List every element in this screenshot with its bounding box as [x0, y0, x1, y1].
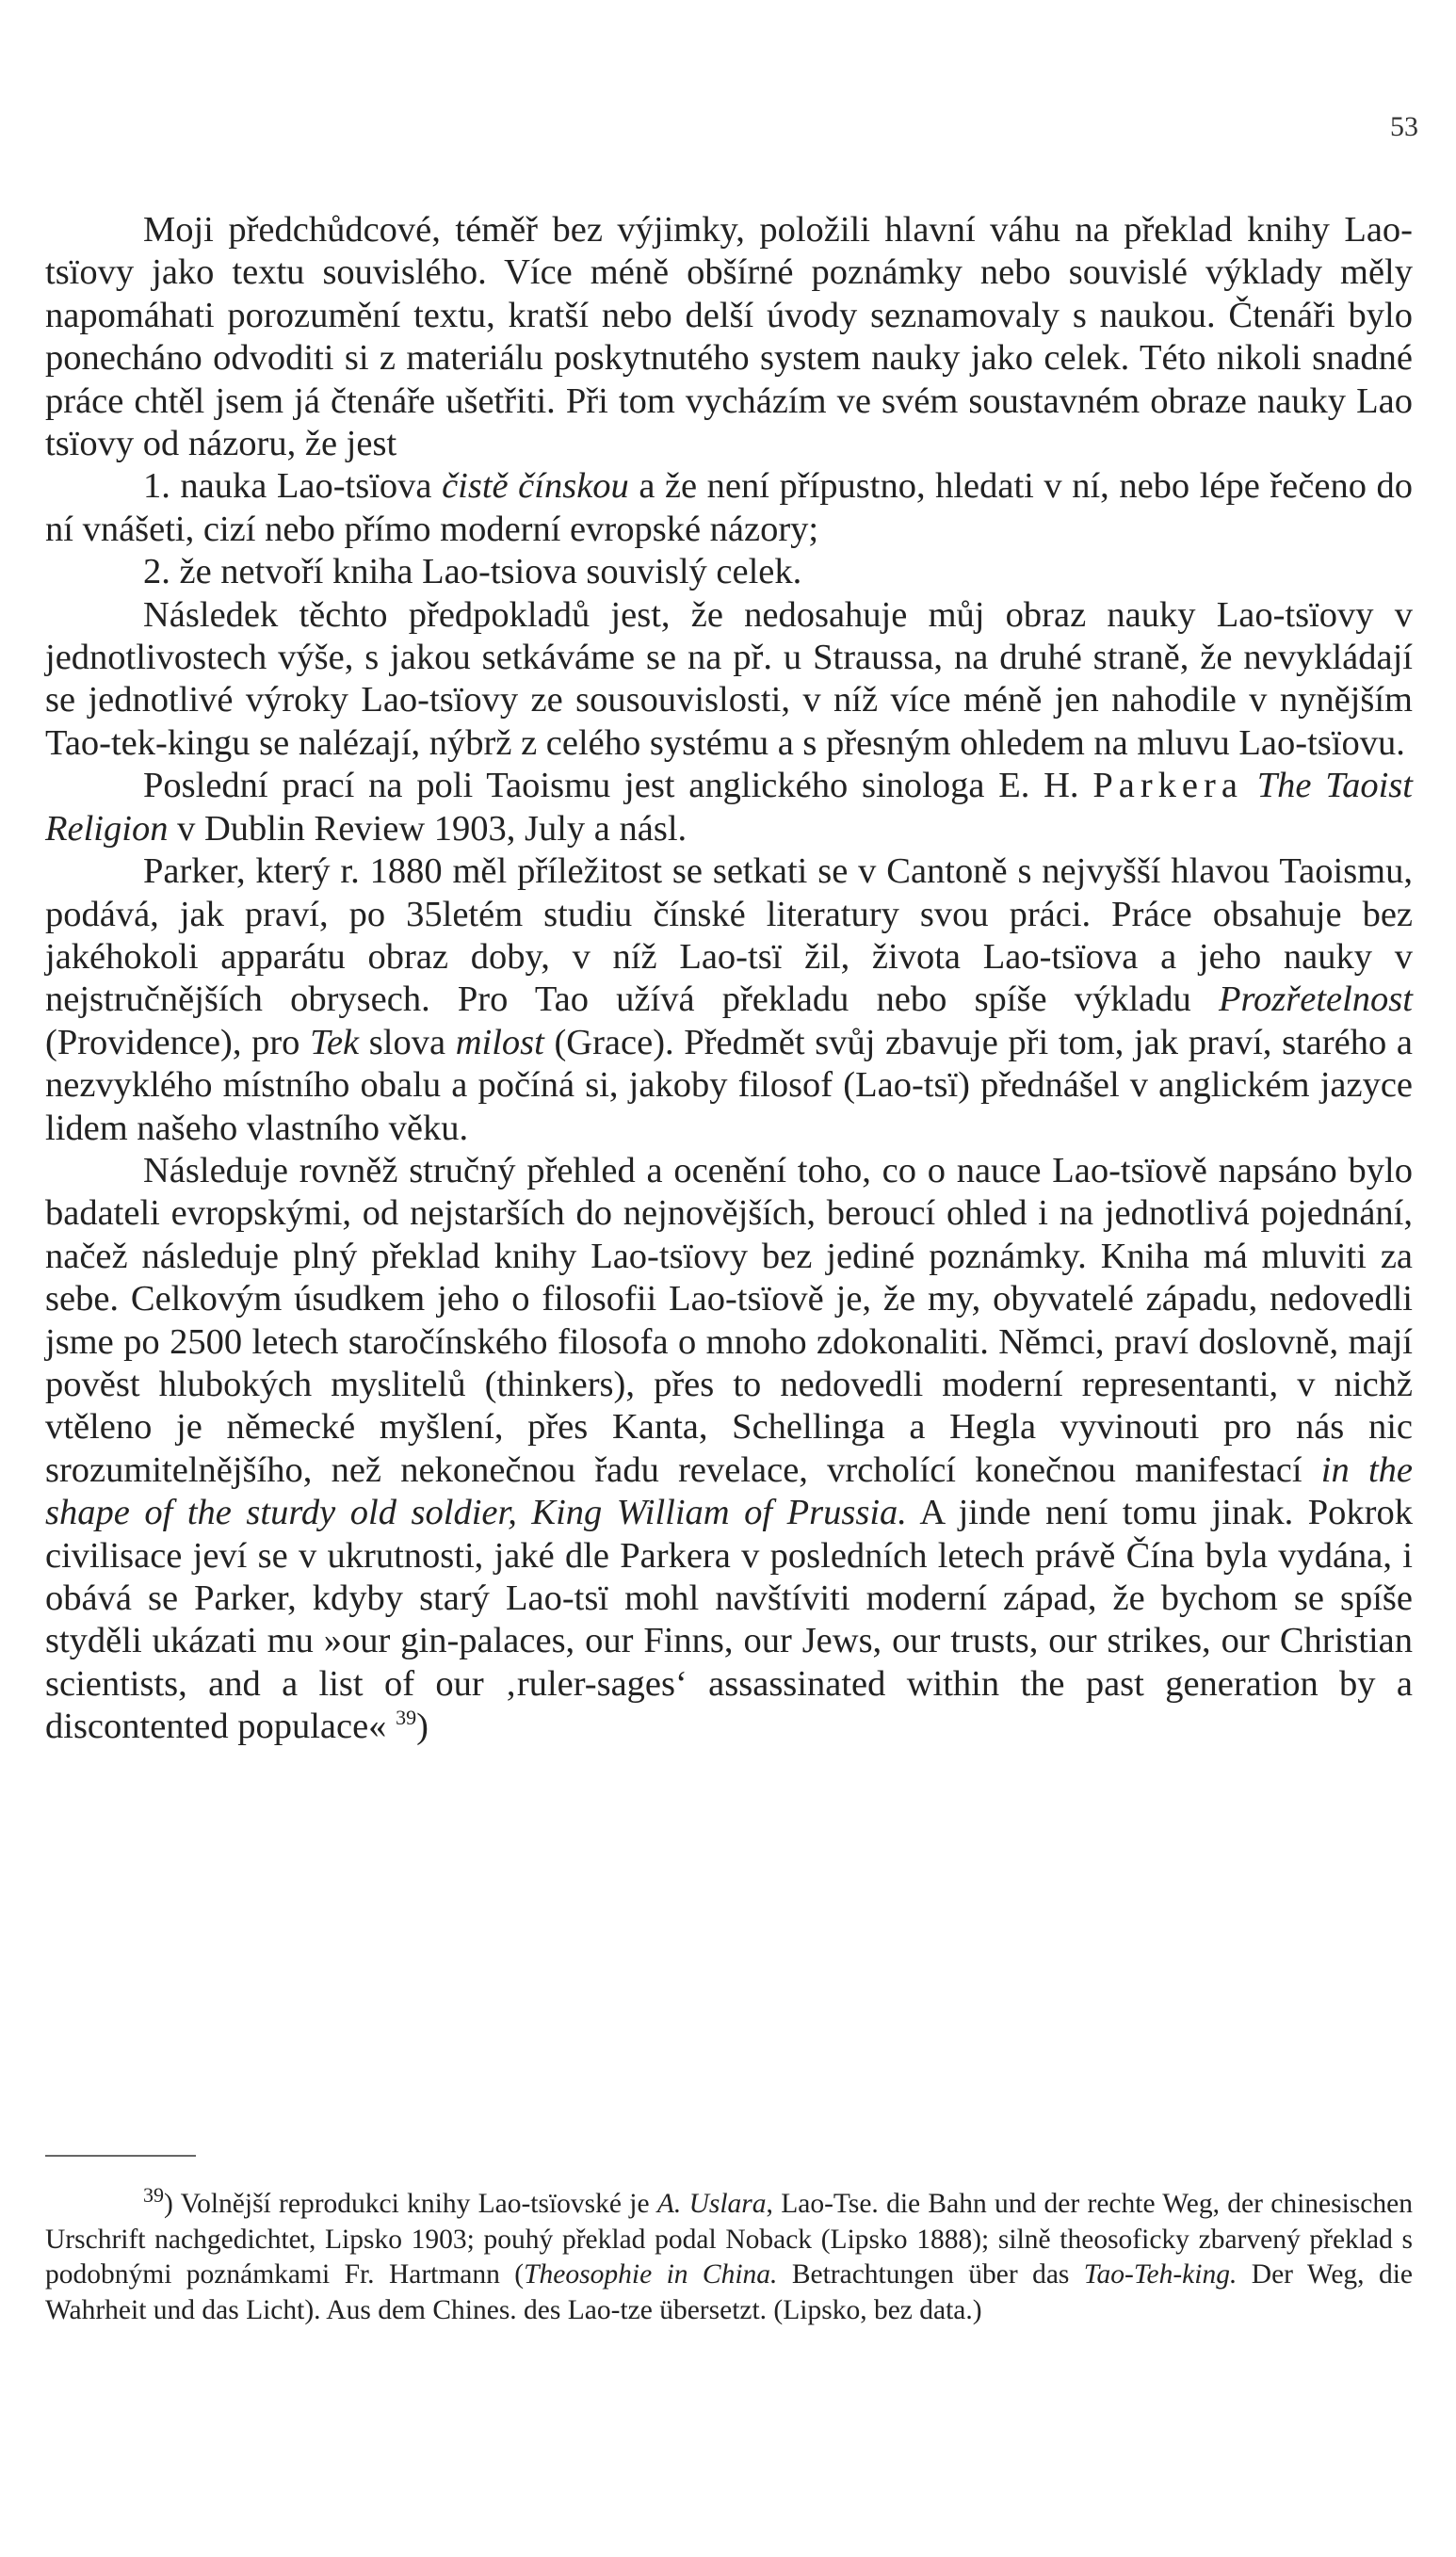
footnote-marker: 39: [143, 2183, 164, 2208]
text-run: ): [416, 1707, 429, 1747]
italic-text: Theosophie in China.: [524, 2259, 778, 2290]
spaced-text: Parkera: [1092, 766, 1243, 806]
body-text: [45, 209, 1413, 1749]
italic-text: A. Uslara: [656, 2189, 767, 2219]
paragraph: [45, 1150, 1413, 1749]
italic-text: in the shape of the sturdy old soldier, King William of Prussia.: [45, 1449, 1414, 1533]
footnote-marker: 39: [396, 1706, 417, 1730]
paragraph: [45, 209, 1413, 465]
text-run: Parker, který r. 1880 měl příležitost se setkati se v Cantoně s nejvyšší hlavou Taoismu, podává, jak praví, po 35letém studiu čínské literatury svou práci. Práce obsahuje bez jakéhokoli apparátu obraz doby, v níž Lao-tsï žil, života Lao-tsïova a jeho nauky v nejstručnějších obrysech. Pro Tao užívá překladu nebo spíše výkladu: [45, 851, 1413, 1020]
italic-text: Prozřetelnost: [1218, 979, 1413, 1020]
text-run: Následek těchto předpokladů jest, že nedosahuje můj obraz nauky Lao-tsïovy v jednotlivostech výše, s jakou setkáváme se na př. u Straussa, na druhé straně, že nevykládají se jednotlivé výroky Lao-tsïovy ze sousouvislosti, v níž více méně jen nahodile v nynějším Tao-tek-kingu se nalézají, nýbrž z celého systému a s přesným ohledem na mluvu Lao-tsïovu.: [45, 594, 1413, 763]
footnotes: [45, 2183, 1413, 2328]
italic-text: The Taoist Religion: [45, 766, 1413, 849]
text-run: , Lao-Tse. die Bahn und der rechte Weg, der chinesischen Urschrift nachgedichtet, Lipsko 1903; pouhý překlad podal Noback (Lipsko 1888); silně theosoficky zbarvený překlad s podobnými poznámkami Fr. Hartmann (: [45, 2189, 1413, 2290]
text-run: Betrachtungen über das: [777, 2259, 1084, 2290]
text-run: Der Weg, die Wahrheit und das Licht). Aus dem Chines. des Lao-tze übersetzt. (Lipsko, bez data.): [45, 2259, 1413, 2325]
text-run: [1243, 766, 1257, 805]
footnote: [45, 2183, 1413, 2328]
italic-text: čistě čínskou: [442, 466, 629, 507]
text-run: (Providence), pro: [45, 1022, 311, 1062]
text-run: Poslední prací na poli Taoismu jest anglického sinologa E. H.: [143, 766, 1093, 806]
text-run: ) Volnější reprodukci knihy Lao-tsïovské je: [164, 2189, 657, 2219]
text-run: 2. že netvoří kniha Lao-tsiova souvislý celek.: [143, 552, 802, 592]
text-run: (Grace). Předmět svůj zbavuje při tom, jak praví, starého a nezvyklého místního obalu a počíná si, jakoby filosof (Lao-tsï) přednášel v anglickém jazyce lidem našeho vlastního věku.: [45, 1022, 1413, 1148]
text-run: 1. nauka Lao-tsïova: [143, 466, 443, 507]
text-run: slova: [359, 1022, 456, 1062]
text-run: v Dublin Review 1903, July a násl.: [168, 808, 688, 849]
paragraph: [45, 594, 1413, 766]
footnote-rule: [45, 2155, 196, 2157]
text-run: Moji předchůdcové, téměř bez výjimky, položili hlavní váhu na překlad knihy Lao-tsïovy jako textu souvislého. Více méně obšírné poznámky nebo souvislé výklady měly napomáhati porozumění textu, kratší nebo delší úvody seznamovaly s naukou. Čtenáři bylo ponecháno odvoditi si z materiálu poskytnutého system nauky jako celek. Této nikoli snadné práce chtěl jsem já čtenáře ušetřiti. Při tom vycházím ve svém soustavném obraze nauky Lao tsïovy od názoru, že jest: [45, 210, 1413, 464]
italic-text: milost: [455, 1022, 544, 1062]
paragraph: [45, 765, 1413, 850]
list-item: [45, 551, 1413, 593]
text-run: a že není přípustno, hledati v ní, nebo lépe řečeno do ní vnášeti, cizí nebo přímo moderní evropské názory;: [45, 466, 1413, 549]
page-number: 53: [1390, 111, 1418, 142]
italic-text: Tao-Teh-king.: [1083, 2259, 1238, 2290]
italic-text: Tek: [310, 1022, 360, 1062]
text-run: A jinde není tomu jinak. Pokrok civilisace jeví se v ukrutnosti, jaké dle Parkera v posledních letech právě Čína byla vydána, i obává se Parker, kdyby starý Lao-tsï mohl navštíviti moderní západ, že bychom se spíše styděli ukázati mu »our gin-palaces, our Finns, our Jews, our trusts, our strikes, our Christian scientists, and a list of our ‚ruler-sages‘ assassinated within the past generation by a discontented populace«: [45, 1493, 1413, 1747]
text-run: Následuje rovněž stručný přehled a ocenění toho, co o nauce Lao-tsïově napsáno bylo badateli evropskými, od nejstarších do nejnovějších, beroucí ohled i na jednotlivá pojednání, načež následuje plný překlad knihy Lao-tsïovy bez jediné poznámky. Kniha má mluviti za sebe. Celkovým úsudkem jeho o filosofii Lao-tsïově je, že my, obyvatelé západu, nedovedli jsme po 2500 letech staročínského filosofa o mnoho zdokonaliti. Němci, praví doslovně, mají pověst hlubokých myslitelů (thinkers), přes to nedovedli moderní representanti, v nichž vtěleno je německé myšlení, přes Kanta, Schellinga a Hegla vyvinouti pro nás nic srozumitelnějšího, než nekonečnou řadu revelace, vrcholící konečnou manifestací: [45, 1150, 1413, 1490]
paragraph: [45, 850, 1413, 1150]
list-item: [45, 465, 1413, 551]
